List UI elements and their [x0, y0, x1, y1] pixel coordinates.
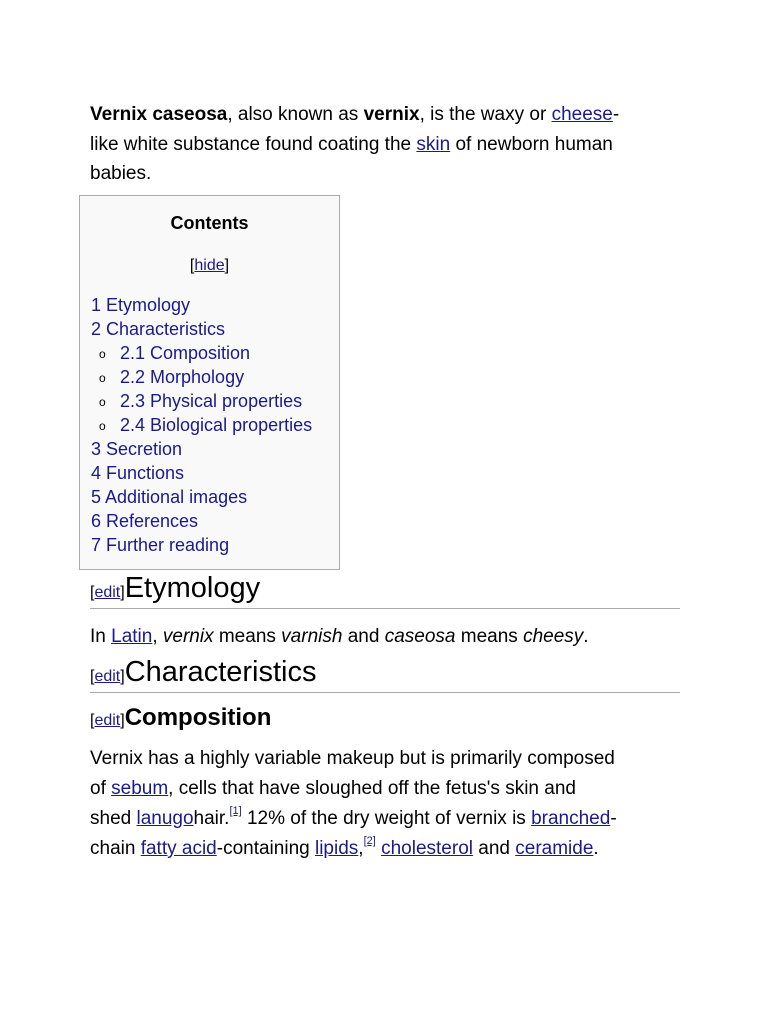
heading-title: Composition: [124, 704, 272, 731]
toc-item-secretion[interactable]: 3 Secretion: [91, 439, 183, 459]
text: shed: [90, 808, 137, 829]
citation-2[interactable]: [2]: [363, 835, 376, 847]
text: and: [472, 838, 516, 859]
intro-text: , is the waxy or: [419, 104, 552, 125]
section-heading-characteristics: [90, 656, 680, 693]
toc-item-biological-properties[interactable]: 2.4 Biological properties: [120, 415, 313, 435]
text: -: [610, 808, 617, 829]
composition-paragraph: [90, 744, 680, 864]
bullet-icon: o: [99, 419, 106, 433]
link-sebum[interactable]: sebum: [111, 778, 169, 799]
text: .: [593, 838, 599, 859]
text: ,: [152, 626, 163, 647]
text: , cells that have sloughed off the fetus's skin and: [168, 778, 576, 799]
text: means: [455, 626, 524, 647]
term-cheesy: cheesy: [523, 626, 584, 647]
link-cheese[interactable]: cheese: [551, 104, 613, 125]
link-fatty-acid[interactable]: fatty acid: [140, 838, 217, 859]
edit-section: [90, 668, 125, 685]
text: hair.: [193, 808, 230, 829]
heading-title: Etymology: [124, 572, 261, 604]
composition-line-3: [90, 804, 680, 834]
text: of: [90, 778, 112, 799]
toc-item-references[interactable]: 6 References: [91, 511, 199, 531]
term-vernix-caseosa: Vernix caseosa: [90, 104, 228, 125]
toc-hide-toggle: [80, 257, 339, 275]
link-skin[interactable]: skin: [416, 133, 451, 155]
link-lanugo[interactable]: lanugo: [136, 808, 194, 829]
bracket: ]: [224, 257, 230, 274]
intro-text: , also known as: [227, 104, 364, 125]
edit-section: [90, 584, 125, 601]
bracket: [: [189, 257, 195, 274]
term-vernix: vernix: [162, 626, 214, 647]
bracket: [: [90, 712, 95, 729]
intro-line-1: [90, 100, 680, 130]
edit-link[interactable]: edit: [94, 712, 121, 729]
text: 12% of the dry weight of vernix is: [241, 808, 532, 829]
link-cholesterol[interactable]: cholesterol: [381, 838, 473, 859]
text: .: [583, 626, 589, 647]
text: -containing: [216, 838, 315, 859]
toc-item-additional-images[interactable]: 5 Additional images: [91, 487, 248, 507]
bracket: [: [90, 668, 95, 685]
edit-section: [90, 712, 125, 729]
toc-hide-link[interactable]: hide: [194, 257, 225, 274]
intro-text: of newborn human: [450, 133, 613, 155]
intro-line-3: babies.: [90, 163, 152, 184]
bracket: ]: [120, 668, 125, 685]
toc-item-etymology[interactable]: 1 Etymology: [91, 295, 191, 315]
link-latin[interactable]: Latin: [111, 626, 153, 647]
term-vernix: vernix: [363, 104, 420, 125]
toc-item-physical-properties[interactable]: 2.3 Physical properties: [120, 391, 303, 411]
text: means: [213, 626, 282, 647]
term-caseosa: caseosa: [384, 626, 456, 647]
text: ,: [358, 838, 364, 859]
toc-item-further-reading[interactable]: 7 Further reading: [91, 535, 230, 555]
bracket: ]: [120, 712, 125, 729]
intro-text: -: [612, 104, 620, 125]
term-varnish: varnish: [281, 626, 343, 647]
composition-line-2: [90, 774, 680, 804]
bracket: [: [90, 584, 95, 601]
composition-line-4: [90, 834, 680, 864]
bullet-icon: o: [99, 371, 106, 385]
text: chain: [90, 838, 141, 859]
intro-paragraph: [90, 100, 680, 189]
etymology-paragraph: [90, 622, 680, 652]
edit-link[interactable]: edit: [94, 668, 121, 685]
link-ceramide[interactable]: ceramide: [515, 838, 594, 859]
bullet-icon: o: [99, 347, 106, 361]
toc-item-composition[interactable]: 2.1 Composition: [120, 343, 251, 363]
toc-item-characteristics[interactable]: 2 Characteristics: [91, 319, 226, 339]
citation-1[interactable]: [1]: [229, 805, 242, 817]
heading-title: Characteristics: [124, 656, 317, 688]
toc-item-morphology[interactable]: 2.2 Morphology: [120, 367, 245, 387]
text: In: [90, 626, 112, 647]
edit-link[interactable]: edit: [94, 584, 121, 601]
table-of-contents: [79, 195, 340, 570]
toc-title: Contents: [170, 213, 249, 233]
bullet-icon: o: [99, 395, 106, 409]
link-lipids[interactable]: lipids: [314, 838, 359, 859]
link-branched[interactable]: branched: [531, 808, 611, 829]
bracket: ]: [120, 584, 125, 601]
toc-item-functions[interactable]: 4 Functions: [91, 463, 185, 483]
intro-text: like white substance found coating the: [90, 133, 417, 155]
intro-line-2: [90, 130, 680, 160]
section-heading-etymology: [90, 572, 680, 609]
subsection-heading-composition: [90, 704, 271, 732]
text: and: [342, 626, 385, 647]
composition-line-1: Vernix has a highly variable makeup but is primarily composed: [90, 748, 615, 769]
